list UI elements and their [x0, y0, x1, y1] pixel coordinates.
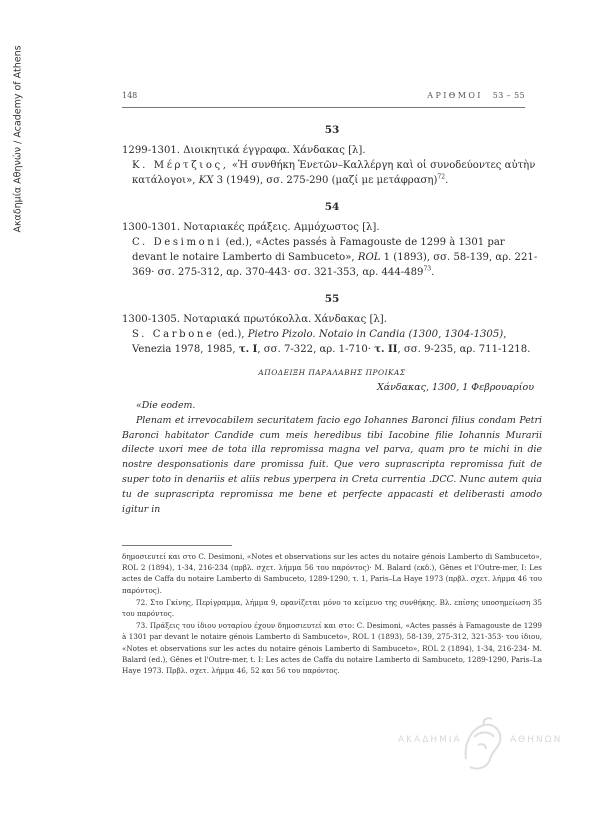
footnote-rule	[122, 545, 232, 546]
athena-head-icon	[456, 715, 508, 775]
ref-mid2: , σσ. 7-322, αρ. 1-710·	[257, 344, 371, 355]
footnotes	[122, 551, 542, 677]
entry-number: 53	[324, 124, 340, 136]
ref-journal: ΚΧ	[198, 175, 214, 186]
academy-watermark	[398, 715, 563, 775]
entries	[122, 120, 542, 517]
page-header	[122, 91, 525, 105]
watermark-text-right: ΑΘΗΝΩΝ	[510, 735, 563, 745]
entry-heading: 1300-1301. Νοταριακές πράξεις. Αμμόχωστος [λ].	[122, 222, 380, 233]
ref-pre: (ed.),	[217, 329, 245, 340]
footnote-72: 72. Στο Γκίνης, Περίγραμμα, λήμμα 9, εφανίζεται μόνο το κείμενο της συνθήκης. Βλ. επίσης υποσημείωση 35 του παρόντος.	[122, 597, 542, 619]
ref-rest: , σσ. 9-235, αρ. 711-1218.	[397, 344, 531, 355]
document-date: Χάνδακας, 1300, 1 Φεβρουαρίου	[376, 382, 534, 393]
document-body: Plenam et irrevocabilem securitatem facio ego Iohannes Baronci filius condam Petri Baronci habitator Candide cum meis heredibus tibi Iacobine filie Iohannis Murarii dilecte uxori mee de tota illa repromissa magna vel parva, quam pro te michi in die nostre desponsationis dare promissa fuit. Que vero suprascripta repromissa fuit de super toto in denariis et aliis rebus yperpera in Creta currentia .DCC. Nunc autem quia tu de suprascripta repromissa me bene et perfecte appacasti et deliberasti amodo igitur in	[122, 414, 542, 515]
entry-number: 54	[324, 201, 340, 213]
entry-reference	[122, 158, 542, 188]
entry-heading: 1299-1301. Διοικητικά έγγραφα. Χάνδακας [λ].	[122, 145, 366, 156]
header-rule	[122, 107, 525, 108]
running-title	[427, 91, 525, 100]
entry-reference	[122, 235, 542, 280]
ref-end: .	[431, 267, 435, 278]
ref-end: .	[445, 175, 449, 186]
ref-rest: 1 (1893), σσ. 58-139, αρ. 221-369· σσ. 275-312, αρ. 370-443· σσ. 321-353, αρ. 444-489	[132, 252, 538, 278]
document-title: ΑΠΟΔΕΙΞΗ ΠΑΡΑΛΑΒΗΣ ΠΡΟΙΚΑΣ	[258, 368, 406, 377]
document-text	[122, 399, 542, 517]
ref-title: «Ἡ συνθήκη Ἑνετῶν–Καλλέργη καὶ οἱ συνοδεύοντες αὐτὴν κατάλογοι»,	[132, 160, 536, 186]
watermark-text-left: ΑΚΑΔΗΜΙΑ	[398, 735, 462, 745]
entry-heading: 1300-1305. Νοταριακά πρωτόκολλα. Χάνδακας [λ].	[122, 314, 387, 325]
ref-volume-2: τ. II	[374, 344, 398, 355]
document-line-1: «Die eodem.	[136, 400, 196, 411]
side-label	[10, 34, 26, 244]
ref-mid: , Venezia 1978, 1985,	[132, 329, 507, 355]
footnote-73: 73. Πράξεις του ίδιου νοταρίου έχουν δημοσιευτεί και στο: C. Desimoni, «Actes passés à Famagouste de 1299 à 1301 par devant le notaire génois Lamberto di Sambuceto», ROL 1 (1893), 58-139, 275-312, 321-353· του ίδιου, «Notes et observations sur les actes du notaire génois Lamberto di Sambuceto», ROL 2 (1894), 1-34, 216-234· M. Balard (ed.), Gênes et l'Outre-mer, t. I: Les actes de Caffa du notaire Lamberto di Sambuceto, 1289-1290, Paris–La Haye 1973. Πρβλ. σχετ. λήμμα 46, 52 και 56 του παρόντος.	[122, 621, 542, 676]
side-label-text: Ακαδημία Αθηνών / Academy of Athens	[12, 45, 24, 233]
ref-journal: ROL	[357, 252, 381, 263]
page-number: 148	[122, 91, 138, 100]
running-title-text: ΑΡΙΘΜΟΙ	[427, 91, 483, 100]
entry-reference	[122, 327, 542, 357]
footnote-marker: 73	[423, 265, 432, 273]
ref-title: Pietro Pizolo. Notaio in Candia (1300, 1304-1305)	[247, 329, 504, 340]
ref-volume-1: τ. I	[238, 344, 258, 355]
running-title-range: 53 – 55	[492, 91, 525, 100]
ref-author: Κ. Μέρτζιος,	[132, 160, 229, 171]
ref-rest: 3 (1949), σσ. 275-290 (μαζί με μετάφραση)	[216, 175, 438, 186]
ref-author: C. Desimoni	[132, 237, 223, 248]
entry-number: 55	[324, 293, 340, 305]
footnote-marker: 72	[437, 173, 446, 181]
ref-author: S. Carbone	[132, 329, 215, 340]
footnote-continuation: δημοσιευτεί και στο C. Desimoni, «Notes et observations sur les actes du notaire génois Lamberto di Sambuceto», ROL 2 (1894), 1-34, 216-234 (πρβλ. σχετ. λήμμα 56 του παρόντος)· M. Balard (εκδ.), Gênes et l'Outre-mer, I: Les actes de Caffa du notaire Lamberto di Sambuceto, 1289-1290, τ. 1, Paris–La Haye 1973 (πρβλ. σχετ. λήμμα 46 του παρόντος).	[122, 552, 542, 595]
ref-pre: (ed.), «Actes passés à Famagouste de 1299 à 1301 par devant le notaire Lamberto di Sambuceto»,	[132, 237, 505, 263]
